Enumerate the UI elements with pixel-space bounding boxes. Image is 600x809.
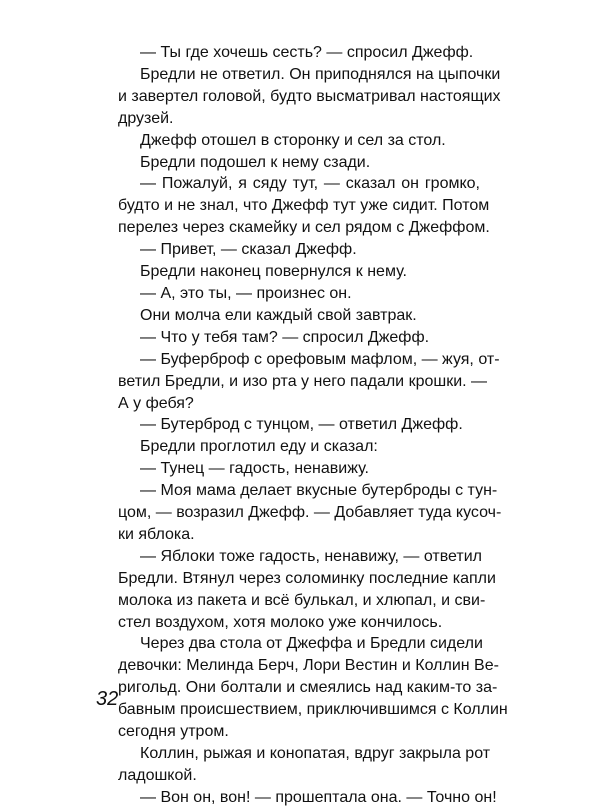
text-line: — Вон он, вон! — прошептала она. — Точно он! <box>140 788 497 806</box>
paragraph <box>118 458 480 480</box>
paragraph <box>118 305 480 327</box>
paragraph <box>118 152 480 174</box>
paragraph <box>118 327 480 349</box>
text-line: ригольд. Они болтали и смеялись над каким-то за- <box>118 679 498 697</box>
text-line: — Пожалуй, я сяду тут, — сказал он громко, <box>140 175 480 193</box>
text-line: Бредли наконец повернулся к нему. <box>140 263 407 281</box>
paragraph <box>118 787 497 809</box>
text-line: ки яблока. <box>118 525 195 543</box>
text-line: — А, это ты, — произнес он. <box>140 284 352 302</box>
text-line: Через два стола от Джеффа и Бредли сидели <box>140 635 483 653</box>
paragraph <box>118 349 500 415</box>
text-line: — Привет, — сказал Джефф. <box>140 241 357 259</box>
text-line: и завертел головой, будто высматривал настоящих <box>118 87 501 105</box>
paragraph <box>118 64 501 130</box>
text-line: Коллин, рыжая и конопатая, вдруг закрыла рот <box>140 745 491 762</box>
paragraph <box>118 42 480 64</box>
text-line: перелез через скамейку и сел рядом с Джеффом. <box>118 219 490 237</box>
text-line: бавным происшествием, приключившимся с Коллин <box>118 701 508 719</box>
text-line: девочки: Мелинда Берч, Лори Вестин и Коллин Ве- <box>118 657 499 675</box>
paragraph <box>118 173 490 239</box>
text-line: Джефф отошел в сторонку и сел за стол. <box>140 131 446 149</box>
text-line: — Моя мама делает вкусные бутерброды с тун- <box>140 482 498 500</box>
text-line: друзей. <box>118 109 174 127</box>
paragraph <box>118 480 502 546</box>
paragraph <box>118 546 496 634</box>
text-line: будто и не знал, что Джефф тут уже сидит. Потом <box>118 197 490 215</box>
text-line: — Яблоки тоже гадость, ненавижу, — ответил <box>140 547 483 565</box>
text-line: стел воздухом, хотя молоко уже кончилось. <box>118 613 443 631</box>
text-line: Они молча ели каждый свой завтрак. <box>140 306 417 324</box>
text-line: Бредли. Втянул через соломинку последние капли <box>118 569 496 587</box>
paragraph <box>118 283 480 305</box>
text-line: ладошкой. <box>118 766 197 784</box>
page-number: 32 <box>96 688 119 710</box>
text-line: — Ты где хочешь сесть? — спросил Джефф. <box>140 44 474 61</box>
paragraph <box>118 239 480 261</box>
paragraph <box>118 130 480 152</box>
text-line: Бредли проглотил еду и сказал: <box>140 438 378 456</box>
text-line: — Что у тебя там? — спросил Джефф. <box>140 328 430 346</box>
body-text <box>118 42 508 809</box>
text-line: ветил Бредли, и изо рта у него падали крошки. — <box>118 372 488 390</box>
paragraph <box>118 436 480 458</box>
paragraph <box>118 414 480 436</box>
text-line: Бредли не ответил. Он приподнялся на цыпочки <box>140 65 501 83</box>
text-line: — Тунец — гадость, ненавижу. <box>140 460 369 478</box>
text-line: А у фебя? <box>118 394 194 412</box>
text-line: Бредли подошел к нему сзади. <box>140 153 371 171</box>
text-line: цом, — возразил Джефф. — Добавляет туда кусоч- <box>118 504 502 522</box>
paragraph <box>118 633 508 743</box>
text-line: сегодня утром. <box>118 723 229 741</box>
text-line: — Буферброф с орефовым мафлом, — жуя, от- <box>140 350 500 368</box>
text-line: — Бутерброд с тунцом, — ответил Джефф. <box>140 416 463 434</box>
paragraph <box>118 261 480 283</box>
text-line: молока из пакета и всё булькал, и хлюпал, и сви- <box>118 591 486 609</box>
